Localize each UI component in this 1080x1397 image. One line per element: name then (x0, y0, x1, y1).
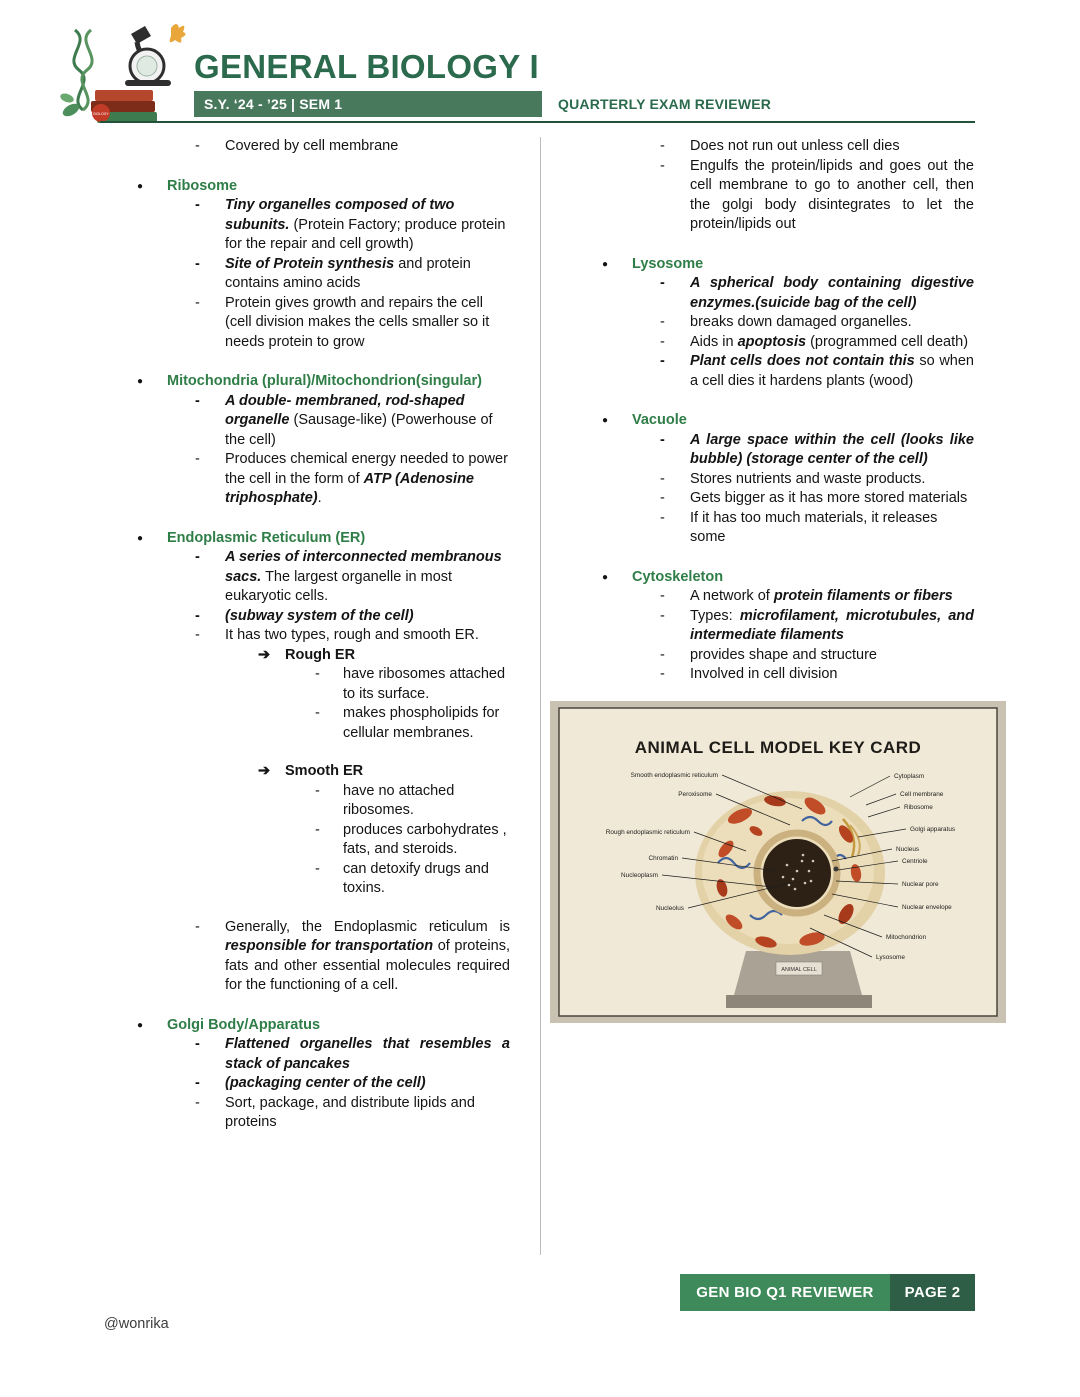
list-item (100, 450, 540, 509)
sub-list-item (100, 704, 540, 743)
list-item-text: A large space within the cell (looks like bubble) (storage center of the cell) (690, 431, 974, 467)
list-item (565, 646, 980, 666)
svg-text:Lysosome: Lysosome (876, 953, 905, 961)
dash-marker: - (195, 451, 200, 467)
svg-text:ANIMAL CELL MODEL KEY CARD: ANIMAL CELL MODEL KEY CARD (634, 737, 922, 757)
list-item (565, 665, 980, 685)
dash-marker: - (660, 666, 665, 682)
list-item (565, 587, 980, 607)
dash-marker: - (660, 607, 665, 624)
list-item-text: produces carbohydrates , fats, and steroids. (343, 821, 507, 857)
dash-marker: - (660, 470, 665, 487)
list-item-text: have ribosomes attached to its surface. (343, 666, 506, 702)
section-heading-label: Cytoskeleton (632, 568, 724, 585)
list-item-text: A double- membraned, rod-shaped organelle (Sausage-like) (Powerhouse of the cell) (225, 392, 493, 448)
section-heading-label: Vacuole (632, 412, 687, 428)
list-item (100, 626, 540, 646)
list-item (100, 918, 540, 996)
list-item (100, 1035, 540, 1074)
reviewer-label: QUARTERLY EXAM REVIEWER (558, 96, 772, 112)
list-item (565, 274, 980, 313)
list-item-text: A network of protein filaments or fibers (690, 588, 953, 604)
list-item (100, 392, 540, 451)
list-item (100, 607, 540, 627)
sub-list-item (100, 860, 540, 899)
section-heading (100, 177, 540, 197)
list-item-text: Types: microfilament, microtubules, and intermediate filaments (690, 607, 974, 643)
list-item (565, 509, 980, 548)
left-column (100, 137, 540, 1133)
sub-list-item (100, 821, 540, 860)
content-columns (0, 137, 980, 1133)
list-item-text: Tiny organelles composed of two subunits. (Protein Factory; produce protein for the repair and cell growth) (225, 197, 506, 252)
dash-marker: - (315, 821, 320, 838)
list-item (100, 1074, 540, 1094)
section-heading (100, 1016, 540, 1036)
sub-list-item (100, 665, 540, 704)
dash-marker: - (660, 157, 665, 174)
list-item-text: A spherical body containing digestive enzymes.(suicide bag of the cell) (690, 275, 974, 311)
school-year-bar: S.Y. ‘24 - ’25 | SEM 1 (194, 91, 542, 117)
list-item (100, 1094, 540, 1133)
list-item-text: Produces chemical energy needed to power the cell in the form of ATP (Adenosine triphosphate). (225, 451, 508, 506)
svg-text:Mitochondrion: Mitochondrion (886, 933, 927, 941)
list-item (565, 352, 980, 391)
dash-marker: - (660, 509, 665, 526)
dash-marker: - (195, 918, 200, 935)
section-heading-label: Endoplasmic Reticulum (ER) (167, 529, 366, 546)
list-item (565, 607, 980, 646)
svg-text:Nuclear pore: Nuclear pore (902, 880, 939, 888)
arrow-subheading-label: Rough ER (285, 646, 356, 663)
bullet-icon: ● (602, 571, 609, 583)
dash-marker: - (660, 490, 665, 506)
dash-marker: - (195, 138, 200, 154)
svg-text:Smooth endoplasmic reticulum: Smooth endoplasmic reticulum (630, 771, 718, 779)
list-item-text: Generally, the Endoplasmic reticulum is responsible for transportation of proteins, fats and other essential molecules required for the functioning of a cell. (225, 918, 510, 993)
list-item-text: (subway system of the cell) (225, 607, 414, 624)
dash-marker: - (195, 197, 200, 213)
list-item-text: Engulfs the protein/lipids and goes out the cell membrane to go to another cell, then the golgi body disintegrates to let the protein/lipids out (690, 157, 974, 232)
section-heading (565, 255, 980, 275)
list-item (565, 137, 980, 157)
list-item-text: Sort, package, and distribute lipids and proteins (225, 1094, 475, 1130)
dash-marker: - (315, 705, 320, 721)
list-item-text: Gets bigger as it has more stored materials (690, 490, 968, 506)
svg-text:Cell membrane: Cell membrane (900, 790, 944, 798)
list-item (100, 196, 540, 255)
svg-text:Chromatin: Chromatin (648, 854, 678, 862)
bullet-icon: ● (137, 1019, 144, 1031)
list-item-text: can detoxify drugs and toxins. (343, 860, 489, 896)
svg-text:Ribosome: Ribosome (904, 803, 933, 811)
dash-marker: - (660, 314, 665, 330)
arrow-icon: ➔ (258, 646, 271, 663)
dash-marker: - (660, 138, 665, 154)
dash-marker: - (315, 782, 320, 799)
section-heading (100, 372, 540, 392)
list-item-text: provides shape and structure (690, 646, 877, 663)
dash-marker: - (315, 860, 320, 877)
section-heading (565, 568, 980, 588)
footer-reviewer-badge: GEN BIO Q1 REVIEWER (680, 1274, 890, 1311)
dash-marker: - (195, 392, 200, 409)
list-item (565, 333, 980, 353)
logo-illustration (60, 14, 190, 126)
dash-marker: - (660, 431, 665, 448)
list-item-text: Stores nutrients and waste products. (690, 470, 926, 487)
footer-badges (680, 1274, 975, 1311)
list-item-text: Protein gives growth and repairs the cell (cell division makes the cells smaller so it needs protein to grow (225, 294, 490, 350)
svg-text:Golgi apparatus: Golgi apparatus (910, 825, 956, 833)
list-item-text: Covered by cell membrane (225, 138, 399, 154)
dash-marker: - (660, 275, 665, 291)
arrow-icon: ➔ (258, 763, 271, 779)
dash-marker: - (315, 666, 320, 682)
dash-marker: - (195, 294, 200, 311)
dash-marker: - (660, 588, 665, 604)
list-item-text: If it has too much materials, it releases some (690, 509, 938, 545)
dash-marker: - (195, 607, 200, 624)
list-item (565, 157, 980, 235)
section-heading (565, 411, 980, 431)
dash-marker: - (660, 353, 665, 369)
dash-marker: - (195, 627, 200, 643)
list-item-text: breaks down damaged organelles. (690, 314, 912, 330)
svg-text:BIOLOGY: BIOLOGY (93, 112, 109, 116)
list-item-text: Plant cells does not contain this so when a cell dies it hardens plants (wood) (690, 353, 974, 389)
dash-marker: - (195, 255, 200, 272)
section-heading (100, 529, 540, 549)
svg-text:Nuclear envelope: Nuclear envelope (902, 903, 952, 911)
author-handle: @wonrika (104, 1316, 169, 1332)
arrow-subheading-label: Smooth ER (285, 763, 364, 779)
list-item-text: (packaging center of the cell) (225, 1075, 426, 1091)
list-item (565, 489, 980, 509)
list-item-text: A series of interconnected membranous sacs. The largest organelle in most eukaryotic cells. (225, 549, 502, 604)
svg-text:Centriole: Centriole (902, 857, 928, 865)
page-number-badge: PAGE 2 (890, 1274, 975, 1311)
bullet-icon: ● (137, 532, 144, 544)
svg-text:ANIMAL CELL: ANIMAL CELL (781, 966, 817, 973)
dash-marker: - (660, 333, 665, 350)
page-title: GENERAL BIOLOGY I (194, 48, 539, 85)
section-heading-label: Ribosome (167, 177, 238, 194)
header (0, 0, 1080, 126)
arrow-subheading (100, 646, 540, 666)
list-item-text: Involved in cell division (690, 666, 838, 682)
list-item-text: Does not run out unless cell dies (690, 138, 900, 154)
dash-marker: - (195, 1036, 200, 1052)
section-heading-label: Lysosome (632, 255, 704, 272)
svg-text:Nucleoplasm: Nucleoplasm (621, 871, 658, 879)
sub-list-item (100, 782, 540, 821)
arrow-subheading (100, 762, 540, 782)
list-item-text: have no attached ribosomes. (343, 782, 455, 818)
svg-text:Rough endoplasmic reticulum: Rough endoplasmic reticulum (605, 828, 690, 836)
bullet-icon: ● (602, 258, 609, 270)
dash-marker: - (195, 1094, 200, 1111)
dash-marker: - (195, 549, 200, 565)
svg-text:Peroxisome: Peroxisome (678, 790, 712, 798)
list-item-text: Flattened organelles that resembles a stack of pancakes (225, 1036, 510, 1072)
header-text (194, 14, 771, 126)
section-heading-label: Mitochondria (plural)/Mitochondrion(singular) (167, 373, 482, 389)
list-item (100, 137, 540, 157)
list-item (100, 548, 540, 607)
list-item (100, 294, 540, 353)
list-item-text: Site of Protein synthesis and protein contains amino acids (225, 255, 471, 291)
list-item (565, 313, 980, 333)
list-item (565, 431, 980, 470)
bullet-icon: ● (602, 415, 609, 426)
list-item-text: Aids in apoptosis (programmed cell death) (690, 333, 969, 350)
svg-text:Nucleus: Nucleus (896, 845, 920, 853)
svg-text:Cytoplasm: Cytoplasm (894, 772, 925, 780)
list-item-text: makes phospholipids for cellular membranes. (343, 705, 500, 741)
list-item-text: It has two types, rough and smooth ER. (225, 627, 479, 643)
svg-text:Nucleolus: Nucleolus (655, 904, 684, 912)
section-heading-label: Golgi Body/Apparatus (167, 1016, 321, 1033)
animal-cell-card-image (550, 701, 1006, 1023)
dash-marker: - (195, 1075, 200, 1091)
bullet-icon: ● (137, 376, 144, 387)
dash-marker: - (660, 646, 665, 663)
right-column (540, 137, 980, 1133)
list-item (100, 255, 540, 294)
bullet-icon: ● (137, 180, 144, 192)
list-item (565, 470, 980, 490)
header-divider (100, 121, 975, 123)
